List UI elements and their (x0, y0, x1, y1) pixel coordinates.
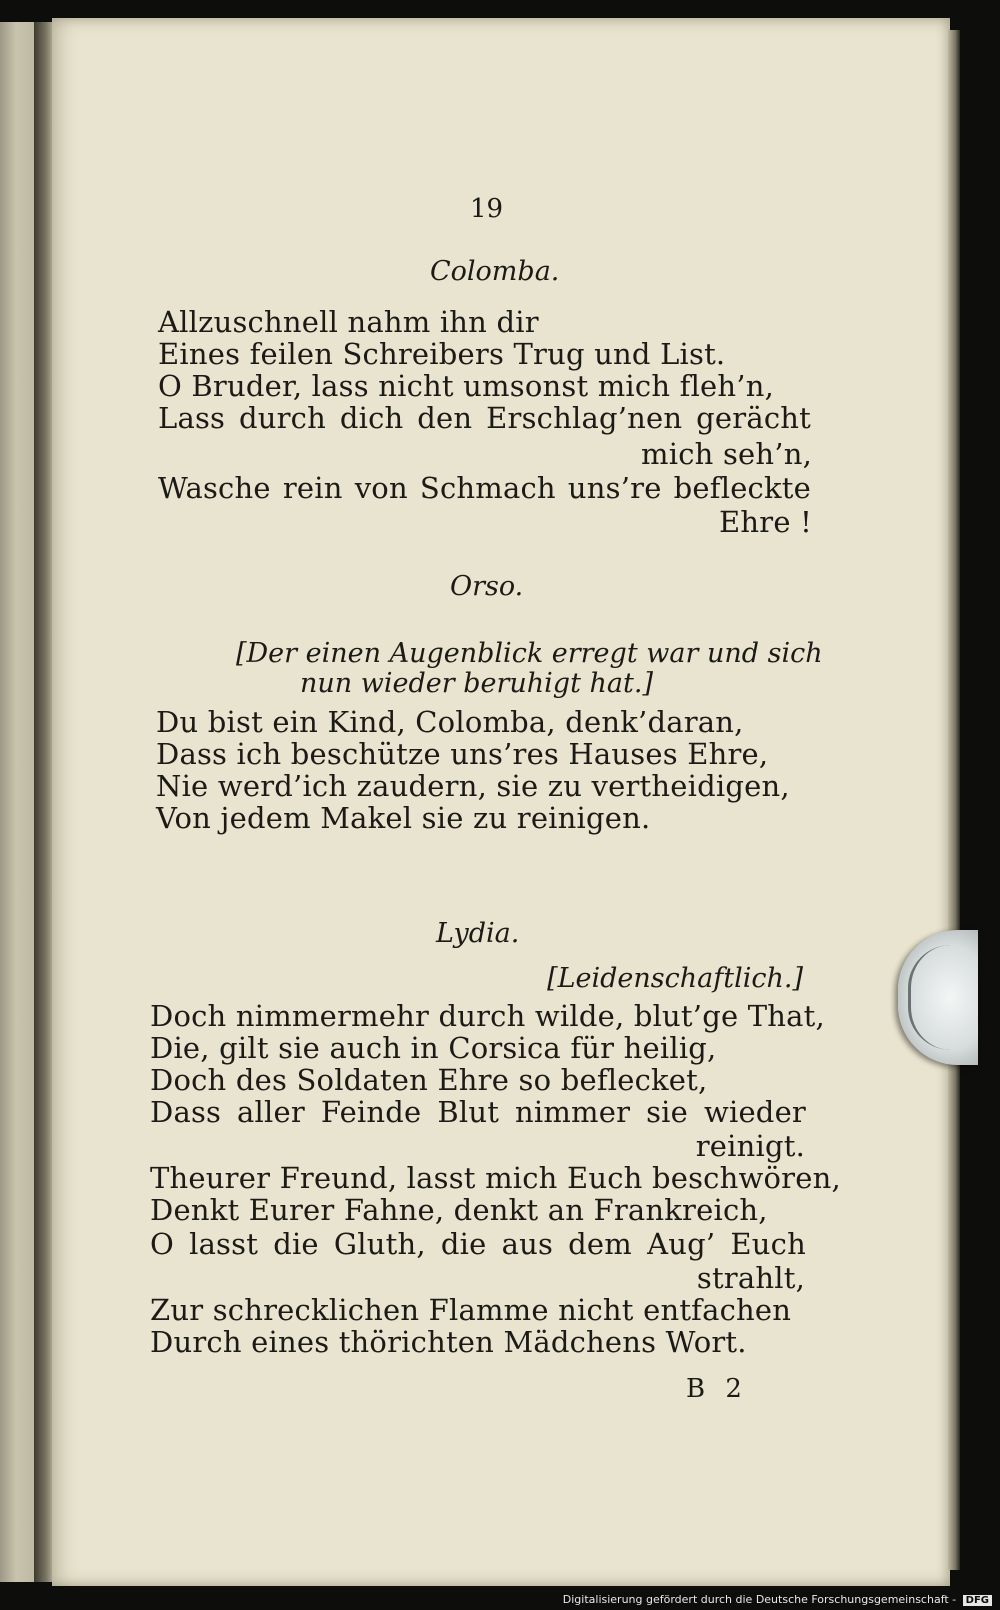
dfg-logo: DFG (963, 1595, 992, 1606)
stage-direction: nun wieder beruhigt hat.] (300, 668, 653, 699)
verse-line: Die, gilt sie auch in Corsica für heilig, (150, 1031, 717, 1065)
verse-line: Du bist ein Kind, Colomba, denk’daran, (156, 705, 744, 739)
verse-line: Wasche rein von Schmach uns’re befleckte (158, 471, 811, 505)
verse-line-continuation: reinigt. (695, 1129, 805, 1163)
digitization-credit (563, 1593, 992, 1606)
speaker-name: Lydia. (436, 918, 520, 949)
verse-line: Durch eines thörichten Mädchens Wort. (150, 1325, 747, 1359)
speaker-name: Colomba. (430, 256, 560, 287)
verse-line: Theurer Freund, lasst mich Euch beschwören, (150, 1161, 841, 1195)
verse-line: Von jedem Makel sie zu reinigen. (156, 801, 651, 835)
verse-line: Dass ich beschütze uns’res Hauses Ehre, (156, 737, 769, 771)
credit-text: Digitalisierung gefördert durch die Deutsche Forschungsgemeinschaft - (562, 1593, 957, 1606)
stage-direction: [Leidenschaftlich.] (547, 963, 803, 994)
verse-line-continuation: Ehre ! (719, 505, 812, 539)
page-edge-shadow (948, 30, 960, 1570)
stage-direction: [Der einen Augenblick erregt war und sich (236, 638, 823, 669)
verse-line: O lasst die Gluth, die aus dem Aug’ Euch (150, 1227, 806, 1261)
verse-line: Doch des Soldaten Ehre so beflecket, (150, 1063, 708, 1097)
verse-line: Doch nimmermehr durch wilde, blut’ge That, (150, 999, 825, 1033)
verse-line: Eines feilen Schreibers Trug und List. (158, 337, 726, 371)
verse-line: Nie werd’ich zaudern, sie zu vertheidigen, (156, 769, 790, 803)
verse-line: Denkt Eurer Fahne, denkt an Frankreich, (150, 1193, 768, 1227)
facing-page-edge (0, 22, 36, 1582)
book-gutter (34, 22, 54, 1582)
verse-line: Zur schrecklichen Flamme nicht entfachen (150, 1293, 792, 1327)
verse-line-continuation: strahlt, (696, 1261, 805, 1295)
printer-signature: B 2 (686, 1374, 748, 1404)
verse-line: O Bruder, lass nicht umsonst mich fleh’n, (158, 369, 774, 403)
page-number: 19 (470, 194, 504, 224)
verse-line: Allzuschnell nahm ihn dir (158, 305, 539, 339)
verse-line-continuation: mich seh’n, (641, 437, 812, 471)
speaker-name: Orso. (450, 571, 524, 602)
verse-line: Dass aller Feinde Blut nimmer sie wieder (150, 1095, 806, 1129)
verse-line: Lass durch dich den Erschlag’nen gerächt (158, 401, 811, 435)
